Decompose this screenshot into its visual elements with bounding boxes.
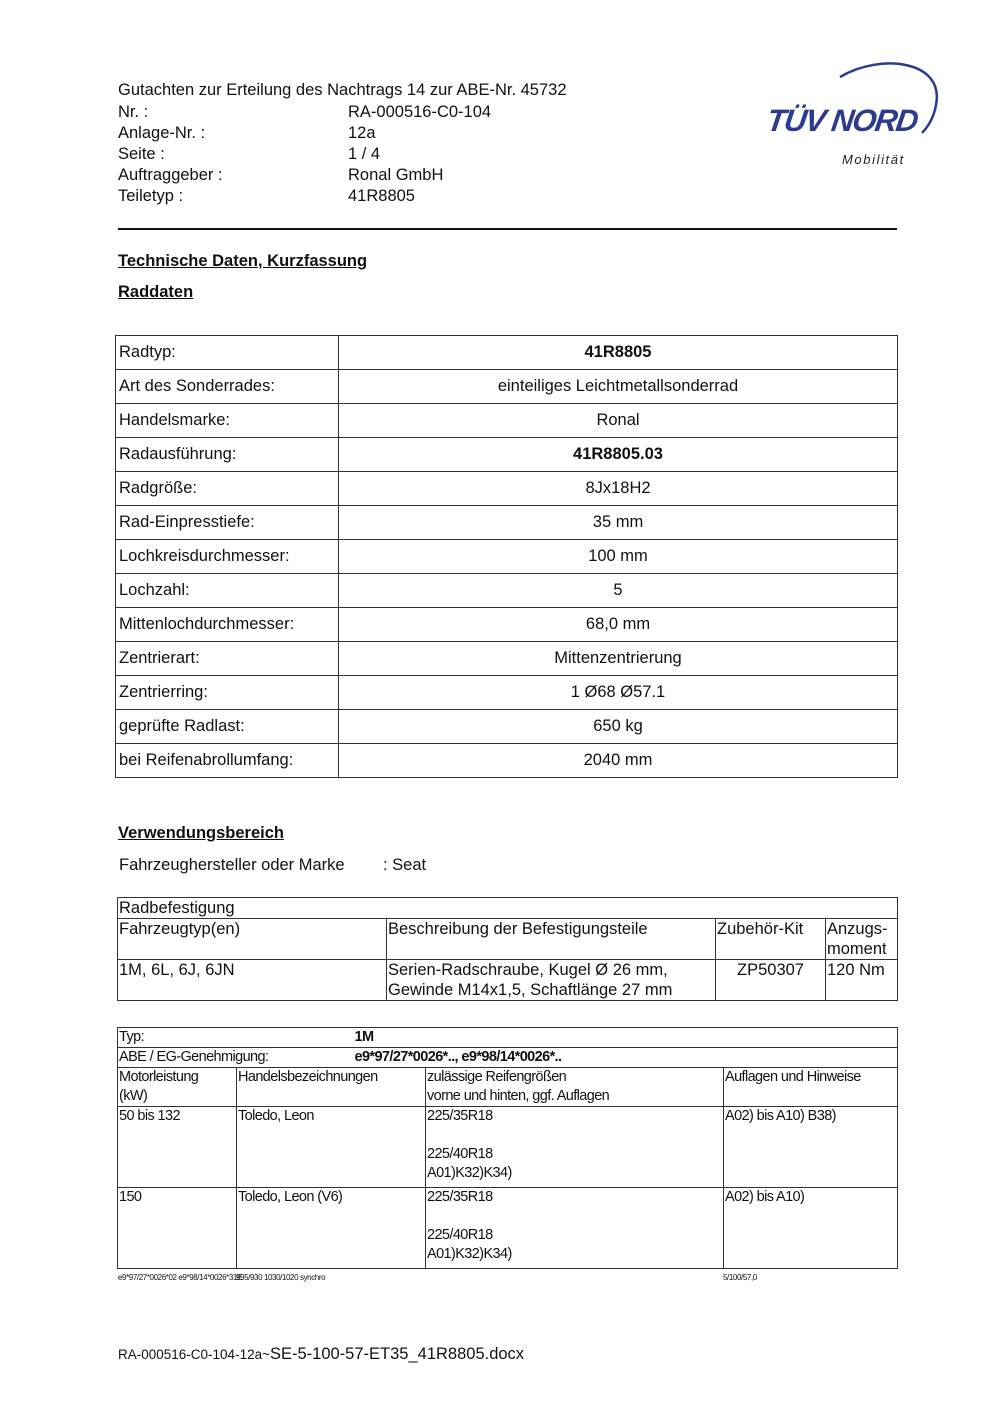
table-header-cell: zulässige Reifengrößen vorne und hinten, ggf. Auflagen	[426, 1068, 724, 1107]
typ-row	[118, 1028, 898, 1048]
typ-value: 1M	[354, 1029, 374, 1045]
raddaten-label: Lochkreisdurchmesser:	[116, 540, 339, 574]
abe-value: e9*97/27*0026*.., e9*98/14*0026*..	[354, 1049, 562, 1065]
table-cell: 225/35R18 225/40R18 A01)K32)K34)	[426, 1107, 724, 1188]
raddaten-label: Zentrierart:	[116, 642, 339, 676]
raddaten-label: Radtyp:	[116, 336, 339, 370]
raddaten-row	[116, 404, 898, 438]
table-cell: 150	[118, 1188, 237, 1269]
section-heading-technische-daten: Technische Daten, Kurzfassung	[118, 252, 368, 270]
raddaten-label: Zentrierring:	[116, 676, 339, 710]
raddaten-value: 68,0 mm	[339, 608, 898, 642]
raddaten-row	[116, 506, 898, 540]
header-value: 41R8805	[348, 187, 415, 205]
raddaten-label: Art des Sonderrades:	[116, 370, 339, 404]
raddaten-value: 5	[339, 574, 898, 608]
raddaten-value: 8Jx18H2	[339, 472, 898, 506]
section-heading-verwendungsbereich: Verwendungsbereich	[118, 824, 284, 842]
logo-subtitle: Mobilität	[842, 152, 905, 167]
table-header-cell: Beschreibung der Befestigungsteile	[387, 919, 716, 960]
table-cell: 225/35R18 225/40R18 A01)K32)K34)	[426, 1188, 724, 1269]
small-note-approvals: e9*97/27*0026*02 e9*98/14*0026*31E	[118, 1273, 242, 1282]
raddaten-row	[116, 574, 898, 608]
raddaten-row	[116, 472, 898, 506]
fahrzeughersteller-line	[119, 856, 427, 875]
header-value: Ronal GmbH	[348, 166, 444, 184]
raddaten-label: Handelsmarke:	[116, 404, 339, 438]
raddaten-row	[116, 676, 898, 710]
table-cell: A02) bis A10) B38)	[724, 1107, 898, 1188]
header-value: RA-000516-C0-104	[348, 103, 492, 121]
header-value: 1 / 4	[348, 145, 381, 163]
raddaten-label: Radausführung:	[116, 438, 339, 472]
raddaten-label: Lochzahl:	[116, 574, 339, 608]
table-cell: 120 Nm	[826, 960, 898, 1001]
fahrzeughersteller-label: Fahrzeughersteller oder Marke	[119, 856, 345, 874]
raddaten-value: 41R8805	[339, 336, 898, 370]
raddaten-value: Mittenzentrierung	[339, 642, 898, 676]
document-title: Gutachten zur Erteilung des Nachtrags 14 zur ABE-Nr. 45732	[118, 81, 567, 99]
table-header-cell: Zubehör-Kit	[716, 919, 826, 960]
raddaten-row	[116, 710, 898, 744]
raddaten-label: bei Reifenabrollumfang:	[116, 744, 339, 778]
abe-row	[118, 1048, 898, 1068]
header-label: Teiletyp :	[118, 187, 184, 205]
raddaten-label: Radgröße:	[116, 472, 339, 506]
radbefestigung-title: Radbefestigung	[118, 898, 898, 919]
table-cell: 1M, 6L, 6J, 6JN	[118, 960, 387, 1001]
raddaten-row	[116, 336, 898, 370]
raddaten-value: 35 mm	[339, 506, 898, 540]
raddaten-label: Mittenlochdurchmesser:	[116, 608, 339, 642]
raddaten-row	[116, 370, 898, 404]
footer-filename	[118, 1345, 524, 1364]
table-cell: Toledo, Leon (V6)	[237, 1188, 426, 1269]
table-header-cell: Handelsbezeichnungen	[237, 1068, 426, 1107]
header-divider	[118, 228, 897, 230]
header-label: Seite :	[118, 145, 165, 163]
raddaten-label: Rad-Einpresstiefe:	[116, 506, 339, 540]
raddaten-row	[116, 540, 898, 574]
raddaten-row	[116, 642, 898, 676]
abe-label: ABE / EG-Genehmigung:	[119, 1049, 269, 1065]
table-cell: 50 bis 132	[118, 1107, 237, 1188]
section-heading-raddaten: Raddaten	[118, 283, 194, 301]
table-header-cell: Anzugs- moment	[826, 919, 898, 960]
footer-file: SE-5-100-57-ET35_41R8805.docx	[269, 1345, 525, 1363]
raddaten-row	[116, 608, 898, 642]
footer-prefix: RA-000516-C0-104-12a~	[118, 1347, 270, 1362]
typ-table	[117, 1027, 898, 1269]
table-cell: Serien-Radschraube, Kugel Ø 26 mm, Gewinde M14x1,5, Schaftlänge 27 mm	[387, 960, 716, 1001]
raddaten-value: 2040 mm	[339, 744, 898, 778]
raddaten-row	[116, 744, 898, 778]
typ-label: Typ:	[119, 1029, 144, 1045]
header-label: Nr. :	[118, 103, 149, 121]
raddaten-value: 100 mm	[339, 540, 898, 574]
raddaten-table	[115, 335, 898, 778]
table-cell: A02) bis A10)	[724, 1188, 898, 1269]
logo-wordmark: TÜV NORD	[764, 103, 920, 138]
table-header-cell: Auflagen und Hinweise	[724, 1068, 898, 1107]
header-label: Anlage-Nr. :	[118, 124, 206, 142]
raddaten-value: einteiliges Leichtmetallsonderrad	[339, 370, 898, 404]
table-header-cell: Motorleistung (kW)	[118, 1068, 237, 1107]
raddaten-label: geprüfte Radlast:	[116, 710, 339, 744]
raddaten-value: Ronal	[339, 404, 898, 438]
small-note-bolt-pattern: 5/100/57,0	[723, 1273, 757, 1282]
table-cell: ZP50307	[716, 960, 826, 1001]
radbefestigung-table	[117, 897, 898, 1001]
raddaten-value: 41R8805.03	[339, 438, 898, 472]
table-header-cell: Fahrzeugtyp(en)	[118, 919, 387, 960]
table-cell: Toledo, Leon	[237, 1107, 426, 1188]
small-note-weights: 995/930 1030/1020 synchro	[236, 1273, 326, 1282]
raddaten-value: 1 Ø68 Ø57.1	[339, 676, 898, 710]
raddaten-value: 650 kg	[339, 710, 898, 744]
header-label: Auftraggeber :	[118, 166, 223, 184]
header-value: 12a	[348, 124, 376, 142]
fahrzeughersteller-value: : Seat	[383, 856, 427, 874]
raddaten-row	[116, 438, 898, 472]
